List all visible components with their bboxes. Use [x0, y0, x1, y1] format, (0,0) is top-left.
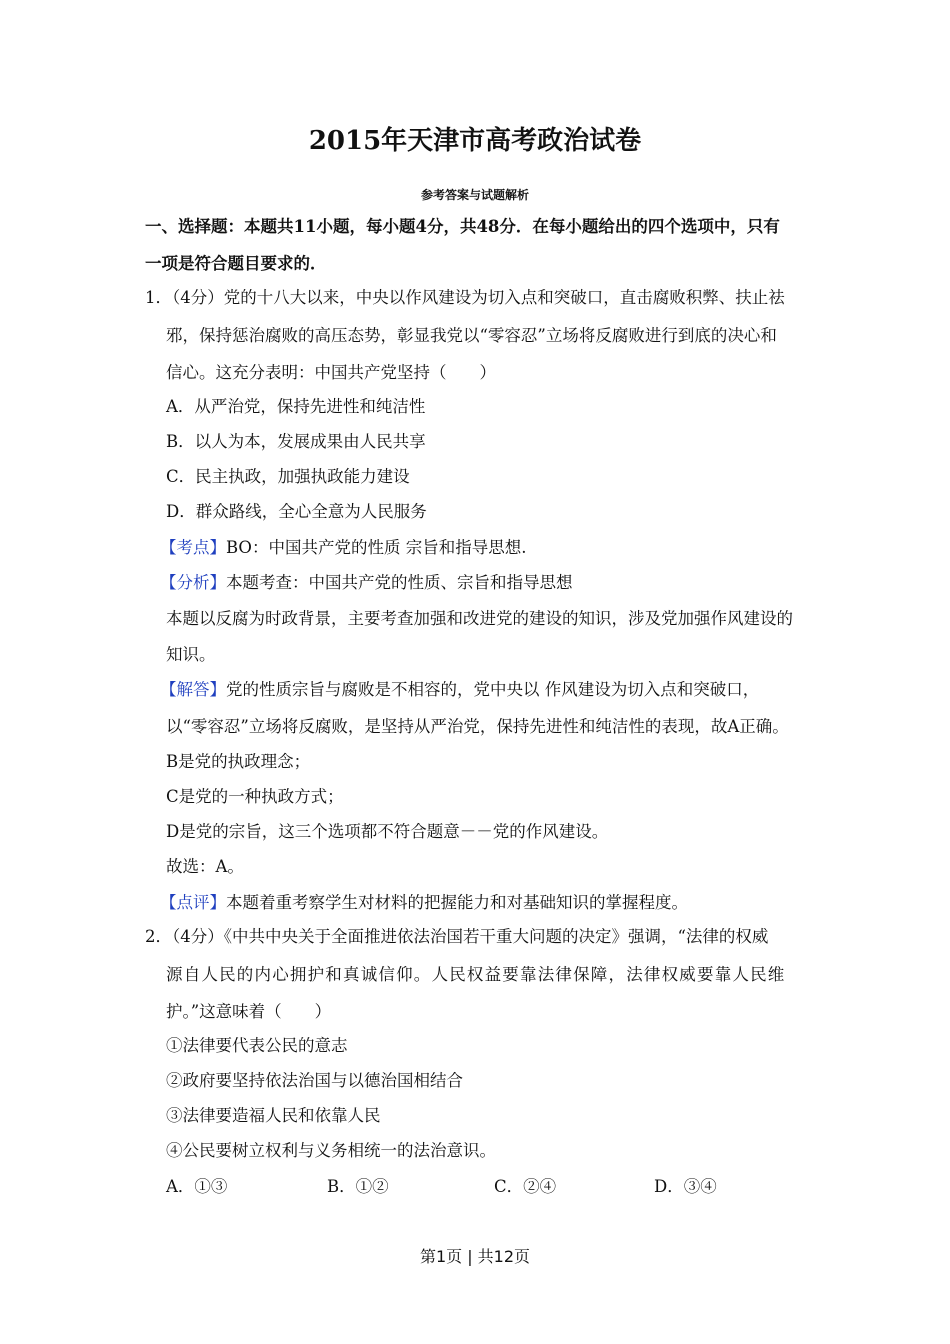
jieda-body: 以“零容忍”立场将反腐败，是坚持从严治党，保持先进性和纯洁性的表现，故A正确。 [166, 717, 789, 736]
dianping-tag: 【点评】 [160, 893, 226, 912]
jieda-text: 党的性质宗旨与腐败是不相容的，党中央以 作风建设为切入点和突破口， [226, 680, 760, 699]
statement-1: ①法律要代表公民的意志 [166, 1036, 348, 1055]
subtitle: 参考答案与试题解析 [420, 188, 529, 202]
fenxi-text: 本题考查：中国共产党的性质、宗旨和指导思想 [226, 573, 573, 592]
section-heading: 一、选择题：本题共11小题，每小题4分，共48分．在每小题给出的四个选项中，只有 [145, 217, 780, 236]
kaodian [160, 538, 526, 558]
question-text: 源自人民的内心拥护和真诚信仰。人民权益要靠法律保障，法律权威要靠人民维 [166, 965, 786, 984]
jieda-body: B是党的执政理念； [166, 752, 311, 771]
jieda-tag: 【解答】 [160, 680, 226, 699]
statement-2: ②政府要坚持依法治国与以德治国相结合 [166, 1071, 463, 1090]
dianping [160, 893, 688, 913]
option-c: C．②④ [494, 1177, 557, 1196]
option-d: D．③④ [654, 1177, 717, 1196]
answer: 故选：A。 [166, 857, 244, 876]
question-text: 1．（4分）党的十八大以来，中央以作风建设为切入点和突破口，直击腐败积弊、扶止祛 [145, 288, 785, 307]
option-a: A．①③ [166, 1177, 228, 1196]
section-heading-cont: 一项是符合题目要求的． [145, 254, 327, 273]
jieda-body: D是党的宗旨，这三个选项都不符合题意－－党的作风建设。 [166, 822, 609, 841]
question-text: 2．（4分）《中共中央关于全面推进依法治国若干重大问题的决定》强调，“法律的权威 [145, 927, 769, 946]
fenxi-body: 知识。 [166, 645, 216, 664]
kaodian-text: BO：中国共产党的性质 宗旨和指导思想. [226, 538, 527, 557]
fenxi-body: 本题以反腐为时政背景，主要考查加强和改进党的建设的知识，涉及党加强作风建设的 [166, 609, 793, 628]
question-text: 邪，保持惩治腐败的高压态势，彰显我党以“零容忍”立场将反腐败进行到底的决心和 [166, 326, 777, 345]
statement-3: ③法律要造福人民和依靠人民 [166, 1106, 381, 1125]
page-footer: 第1页 | 共12页 [419, 1247, 531, 1266]
option-b: B．①② [327, 1177, 389, 1196]
option-d: D．群众路线，全心全意为人民服务 [166, 502, 427, 521]
option-a: A．从严治党，保持先进性和纯洁性 [166, 397, 426, 416]
fenxi-tag: 【分析】 [160, 573, 226, 592]
option-b: B．以人为本，发展成果由人民共享 [166, 432, 426, 451]
question-text: 信心。这充分表明：中国共产党坚持（ ） [166, 363, 496, 382]
dianping-text: 本题着重考察学生对材料的把握能力和对基础知识的掌握程度。 [226, 893, 688, 912]
option-c: C．民主执政，加强执政能力建设 [166, 467, 410, 486]
question-text: 护。”这意味着（ ） [166, 1002, 332, 1021]
page-title: 2015年天津市高考政治试卷 [308, 126, 642, 156]
jieda-body: C是党的一种执政方式； [166, 787, 344, 806]
jieda [160, 680, 759, 700]
kaodian-tag: 【考点】 [160, 538, 226, 557]
statement-4: ④公民要树立权利与义务相统一的法治意识。 [166, 1141, 496, 1160]
fenxi [160, 573, 573, 593]
